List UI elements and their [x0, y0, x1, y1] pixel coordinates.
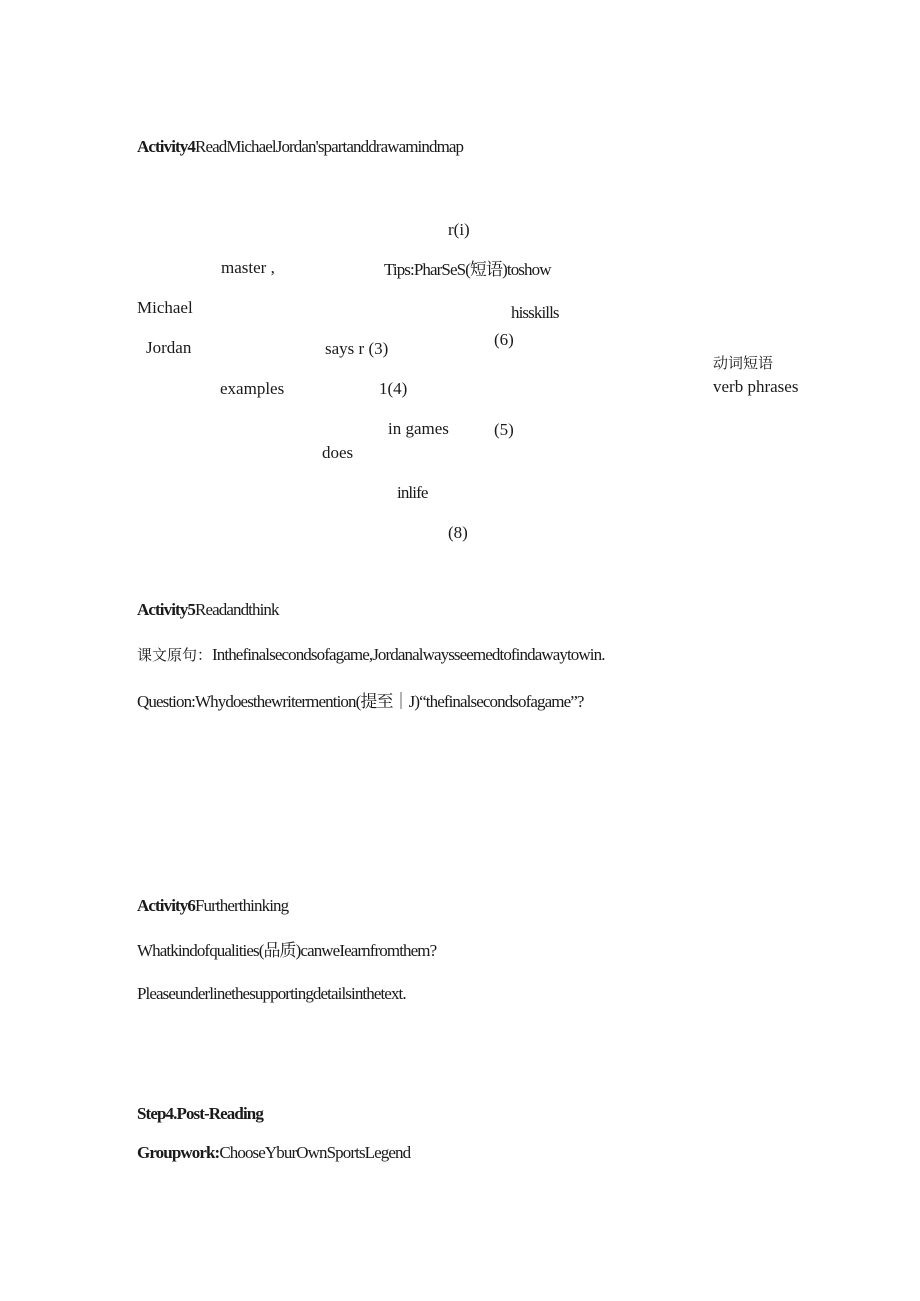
mindmap-node-master: master , — [221, 258, 275, 277]
mindmap-center-michael: Michael — [137, 298, 193, 317]
mindmap-tips: Tips:PharSeS(短语)toshow — [384, 260, 551, 279]
activity6-title: Furtherthinking — [195, 896, 289, 915]
activity5-question: Question:Whydoesthewritermention(提至｜J)“thefinalsecondsofagame”? — [137, 692, 584, 711]
activity5-original-sentence — [137, 645, 605, 665]
activity5-heading — [137, 600, 279, 620]
original-sentence-text: Inthefinalsecondsofagame,Jordanalwaysseemedtofindawaytowin. — [212, 645, 605, 664]
mindmap-blank-1: r(i) — [448, 220, 470, 239]
activity6-question-qualities: Whatkindofqualities(品质)canweIearnfromthem? — [137, 941, 437, 960]
original-sentence-label: 课文原句： — [137, 646, 213, 664]
activity6-instruction-underline: Pleaseunderlinethesupportingdetailsinthetext. — [137, 984, 406, 1003]
activity5-label: Activity5 — [137, 600, 195, 619]
activity4-instruction: ReadMichaelJordan'spartanddrawamindmap — [195, 137, 464, 156]
mindmap-node-ingames: in games — [388, 419, 449, 438]
mindmap-center-jordan: Jordan — [146, 338, 192, 357]
groupwork-label: Groupwork: — [137, 1143, 220, 1162]
mindmap-node-examples: examples — [220, 379, 285, 398]
step4-heading: Step4.Post-Reading — [137, 1104, 263, 1123]
mindmap-blank-4: 1(4) — [379, 379, 408, 398]
mindmap-node-says: says r (3) — [325, 339, 389, 358]
mindmap-node-inlife: inlife — [397, 483, 428, 502]
step4-groupwork — [137, 1143, 410, 1163]
activity4-heading — [137, 137, 463, 157]
activity6-label: Activity6 — [137, 896, 195, 915]
groupwork-text: ChooseYburOwnSportsLegend — [219, 1143, 411, 1162]
mindmap-node-does: does — [322, 443, 354, 462]
mindmap-blank-5: (5) — [494, 420, 514, 439]
mindmap-blank-8: (8) — [448, 523, 468, 542]
activity4-label: Activity4 — [137, 137, 195, 156]
activity6-heading — [137, 896, 288, 916]
side-note-english: verb phrases — [713, 377, 799, 396]
mindmap-node-hisskills: hisskills — [511, 303, 559, 322]
mindmap-blank-6: (6) — [494, 330, 514, 349]
activity5-title: Readandthink — [195, 600, 279, 619]
side-note-chinese: 动词短语 — [713, 354, 774, 372]
